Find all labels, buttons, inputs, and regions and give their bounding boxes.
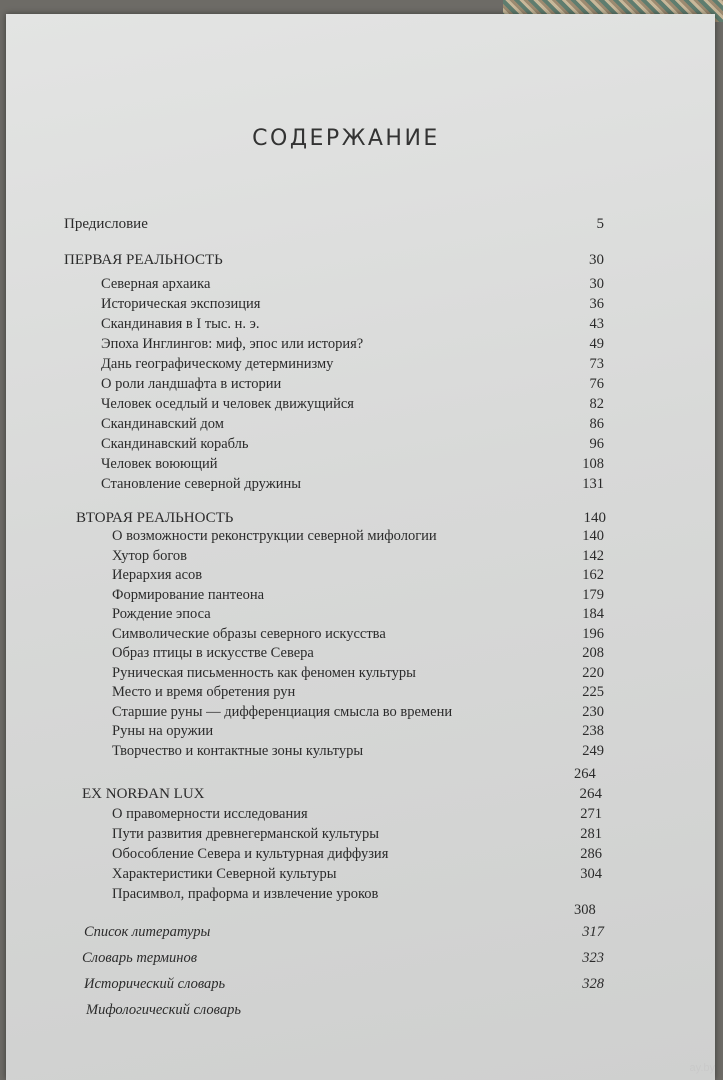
toc-entry-label: Символические образы северного искусства: [112, 625, 386, 642]
toc-entry-label: Эпоха Инглингов: миф, эпос или история?: [101, 336, 364, 352]
section-part1-page-number: 30: [589, 252, 604, 268]
toc-entry-label: Руническая письменность как феномен культуры: [112, 664, 416, 681]
toc-entry-appendix-page-number: 317: [582, 924, 604, 940]
toc-entry-appendix-page-number: 328: [582, 976, 604, 992]
toc-entry-page-number: 238: [582, 723, 604, 739]
toc-entry-label: Пути развития древнегерманской культуры: [112, 826, 379, 842]
toc-entry-page-number: 220: [582, 664, 604, 681]
toc-entry-label: Место и время обретения рун: [112, 684, 296, 700]
toc-entry-appendix-label: Список литературы: [84, 924, 211, 940]
toc-entry-page-number: 208: [582, 645, 604, 661]
toc-entry-page-number: 179: [582, 586, 604, 603]
toc-entry-page-number: 73: [589, 356, 604, 372]
toc-entry-appendix-label: Исторический словарь: [84, 976, 226, 992]
toc-entry-preface-label: Предисловие: [64, 216, 148, 232]
toc-entry-page-number: 142: [582, 547, 604, 564]
toc-entry-label: Рождение эпоса: [112, 606, 211, 622]
toc-entry-page-number: 96: [589, 436, 604, 452]
toc-entry-label: Старшие руны — дифференциация смысла во времени: [112, 703, 453, 720]
toc-entry-label: О роли ландшафта в истории: [101, 376, 282, 392]
book-page: [6, 14, 715, 1080]
toc-entry-page-number: 108: [582, 456, 604, 472]
toc-entry-label: Становление северной дружины: [101, 476, 302, 492]
toc-entry-label: Образ птицы в искусстве Севера: [112, 645, 314, 661]
toc-entry-label: Человек оседлый и человек движущийся: [101, 396, 354, 412]
section-part3-page-number: 264: [579, 786, 602, 802]
toc-entry-page-number: 184: [582, 606, 604, 622]
section-part2-trailing-page: 264: [574, 766, 596, 782]
toc-entry-page-number: 43: [589, 316, 604, 332]
toc-entry-page-number: 225: [582, 684, 604, 700]
section-part3-trailing-page: 308: [574, 902, 596, 918]
toc-entry-label: Прасимвол, праформа и извлечение уроков: [112, 886, 379, 902]
toc-entry-page-number: 271: [580, 806, 602, 822]
toc-entry-label: Руны на оружии: [112, 723, 214, 739]
toc-entry-appendix-label: Словарь терминов: [82, 950, 198, 966]
toc-entry-label: Формирование пантеона: [112, 586, 265, 603]
toc-entry-page-number: 230: [582, 703, 604, 720]
toc-entry-page-number: 76: [589, 376, 604, 392]
toc-entry-label: О правомерности исследования: [112, 806, 308, 822]
toc-entry-label: Северная архаика: [101, 276, 211, 292]
toc-entry-label: О возможности реконструкции северной мифологии: [112, 528, 437, 544]
toc-entry-page-number: 30: [589, 276, 604, 292]
toc-entry-page-number: 196: [582, 625, 604, 642]
toc-entry-page-number: 131: [582, 476, 604, 492]
toc-entry-page-number: 304: [580, 866, 602, 882]
page-title: СОДЕРЖАНИЕ: [252, 126, 440, 151]
toc-entry-page-number: 36: [589, 296, 604, 312]
toc-entry-label: Скандинавский дом: [101, 416, 224, 432]
toc-entry-page-number: 249: [582, 742, 604, 759]
toc-entry-appendix-page-number: 323: [582, 950, 604, 966]
toc-entry-page-number: 140: [582, 528, 604, 544]
toc-entry-label: Скандинавский корабль: [101, 436, 249, 452]
toc-entry-page-number: 286: [580, 846, 602, 862]
toc-entry-appendix-label: Мифологический словарь: [86, 1002, 241, 1018]
toc-entry-page-number: 49: [589, 336, 604, 352]
section-part3-title: EX NORÐAN LUX: [82, 786, 205, 802]
toc-entry-label: Творчество и контактные зоны культуры: [112, 742, 364, 759]
toc-entry-label: Иерархия асов: [112, 567, 203, 583]
section-part1-title: ПЕРВАЯ РЕАЛЬНОСТЬ: [64, 252, 223, 268]
toc-entry-label: Дань географическому детерминизму: [101, 356, 334, 372]
section-part2-page-number: 140: [583, 510, 606, 526]
toc-entry-label: Характеристики Северной культуры: [112, 866, 337, 882]
watermark: ay.by: [689, 1062, 715, 1074]
toc-entry-label: Хутор богов: [112, 547, 188, 564]
section-part2-title: ВТОРАЯ РЕАЛЬНОСТЬ: [76, 510, 234, 526]
toc-entry-label: Обособление Севера и культурная диффузия: [112, 846, 389, 862]
toc-entry-page-number: 281: [580, 826, 602, 842]
toc-entry-page-number: 86: [589, 416, 604, 432]
toc-entry-page-number: 162: [582, 567, 604, 583]
toc-entry-preface-page-number: 5: [596, 216, 604, 232]
toc-entry-label: Историческая экспозиция: [101, 296, 261, 312]
toc-entry-label: Скандинавия в I тыс. н. э.: [101, 316, 260, 332]
toc-entry-label: Человек воюющий: [101, 456, 218, 472]
toc-entry-page-number: 82: [589, 396, 604, 412]
